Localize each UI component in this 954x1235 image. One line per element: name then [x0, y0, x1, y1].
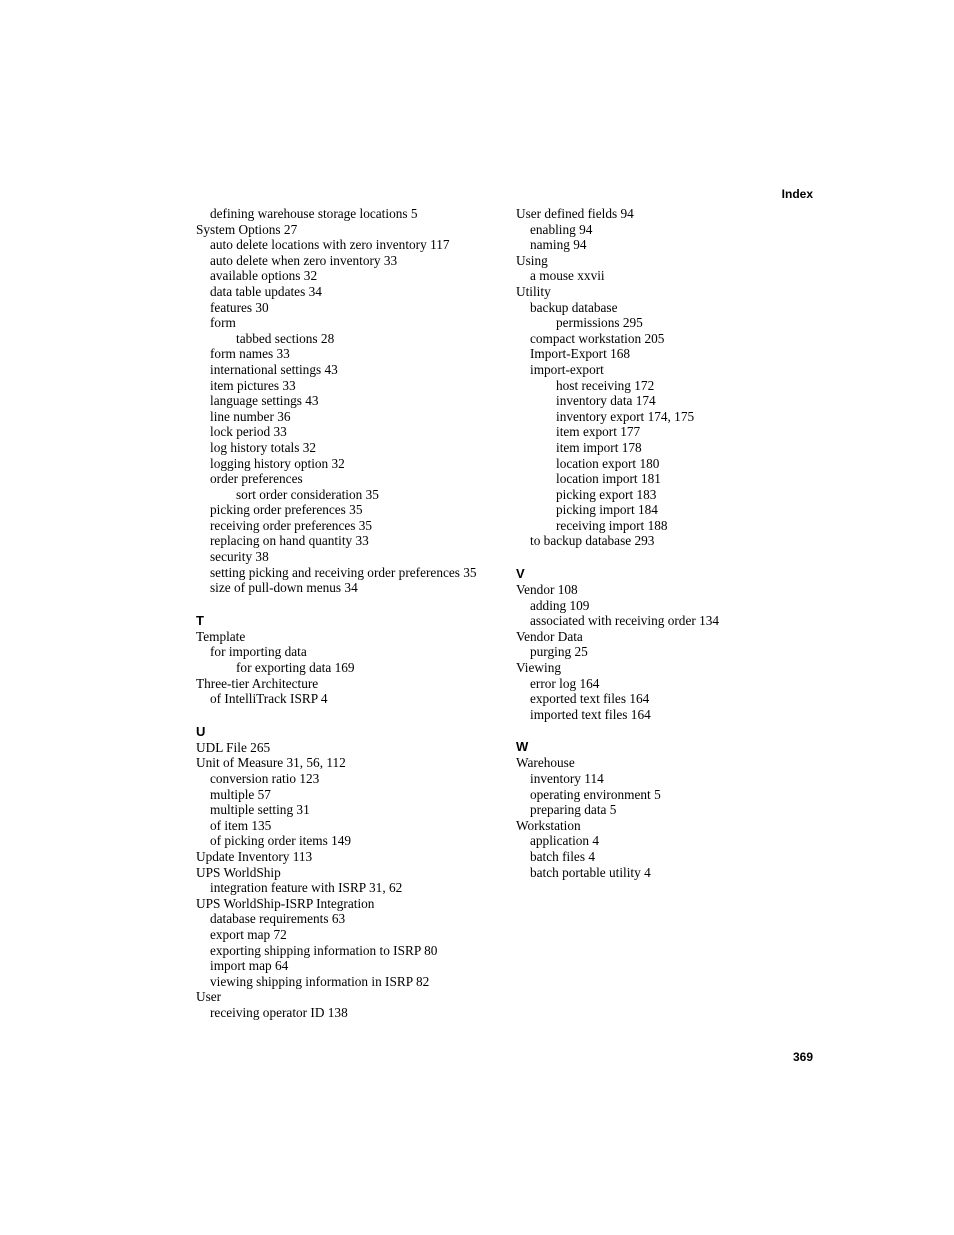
index-subentry: export map 72: [210, 926, 287, 942]
index-subentry: to backup database 293: [530, 533, 655, 549]
index-subentry: of item 135: [210, 817, 272, 833]
index-subentry: naming 94: [530, 237, 587, 253]
index-entry: System Options 27: [196, 221, 298, 237]
index-entry: User: [196, 989, 222, 1005]
index-entry: Utility: [516, 283, 551, 299]
index-entry: UPS WorldShip-ISRP Integration: [196, 895, 375, 911]
index-subentry: inventory data 174: [556, 393, 656, 409]
index-subentry: size of pull-down menus 34: [210, 580, 358, 596]
index-subentry: form names 33: [210, 346, 290, 362]
index-entry: UDL File 265: [196, 739, 271, 755]
index-subentry: preparing data 5: [530, 802, 617, 818]
index-subentry: viewing shipping information in ISRP 82: [210, 973, 430, 989]
index-subentry: setting picking and receiving order preferences 35: [210, 564, 477, 580]
index-subentry: enabling 94: [530, 221, 593, 237]
index-subentry: exported text files 164: [530, 691, 650, 707]
index-section-letter: U: [196, 723, 206, 739]
index-subentry: receiving order preferences 35: [210, 517, 373, 533]
index-subentry: purging 25: [530, 644, 588, 660]
index-subentry: line number 36: [210, 408, 291, 424]
index-entry: Using: [516, 252, 548, 268]
index-subentry: receiving import 188: [556, 517, 668, 533]
index-subentry: host receiving 172: [556, 377, 655, 393]
index-subentry: logging history option 32: [210, 455, 345, 471]
index-entry: Workstation: [516, 817, 581, 833]
index-subentry: defining warehouse storage locations 5: [210, 206, 418, 221]
index-subentry: sort order consideration 35: [236, 486, 379, 502]
index-subentry: item import 178: [556, 439, 642, 455]
index-subentry: application 4: [530, 833, 600, 849]
index-entry: Vendor 108: [516, 582, 578, 598]
index-subentry: backup database: [530, 299, 618, 315]
index-subentry: replacing on hand quantity 33: [210, 533, 369, 549]
index-subentry: multiple 57: [210, 786, 271, 802]
index-subentry: batch portable utility 4: [530, 864, 651, 880]
index-subentry: multiple setting 31: [210, 802, 310, 818]
index-entry: User defined fields 94: [516, 206, 634, 221]
index-subentry: imported text files 164: [530, 706, 651, 722]
index-subentry: log history totals 32: [210, 439, 317, 455]
index-subentry: receiving operator ID 138: [210, 1004, 348, 1020]
index-subentry: batch files 4: [530, 848, 595, 864]
index-column-right: [516, 206, 816, 880]
index-subentry: picking export 183: [556, 486, 657, 502]
index-subentry: item pictures 33: [210, 377, 296, 393]
index-subentry: location import 181: [556, 471, 661, 487]
index-subentry: of picking order items 149: [210, 833, 352, 849]
index-subentry: conversion ratio 123: [210, 771, 320, 786]
index-section-letter: W: [516, 739, 529, 755]
index-entry: Update Inventory 113: [196, 848, 313, 864]
index-entry: Unit of Measure 31, 56, 112: [196, 755, 346, 771]
index-subentry: of IntelliTrack ISRP 4: [210, 691, 328, 707]
index-column-left: [196, 206, 506, 1021]
index-subentry: language settings 43: [210, 393, 319, 409]
index-subentry: auto delete locations with zero inventory 117: [210, 237, 450, 253]
index-subentry: compact workstation 205: [530, 330, 665, 346]
index-subentry: available options 32: [210, 268, 318, 284]
index-subentry: inventory export 174, 175: [556, 408, 695, 424]
index-subentry: picking import 184: [556, 502, 658, 518]
index-subentry: lock period 33: [210, 424, 287, 440]
index-subentry: data table updates 34: [210, 283, 322, 299]
index-entry: UPS WorldShip: [196, 864, 281, 880]
index-subentry: exporting shipping information to ISRP 80: [210, 942, 438, 958]
index-entry: Template: [196, 628, 246, 644]
index-section-letter: T: [196, 612, 204, 628]
index-subentry: integration feature with ISRP 31, 62: [210, 880, 403, 896]
index-entry: Vendor Data: [516, 628, 583, 644]
index-subentry: form: [210, 315, 236, 331]
running-head: Index: [781, 187, 813, 201]
index-subentry: error log 164: [530, 675, 600, 691]
index-subentry: operating environment 5: [530, 786, 661, 802]
index-subentry: associated with receiving order 134: [530, 613, 720, 629]
index-section-letter: V: [516, 566, 525, 582]
index-subentry: database requirements 63: [210, 911, 346, 927]
page-number: 369: [792, 1050, 813, 1064]
index-subentry: permissions 295: [556, 315, 643, 331]
index-subentry: international settings 43: [210, 361, 338, 377]
index-subentry: security 38: [210, 549, 269, 565]
index-subentry: features 30: [210, 299, 269, 315]
index-subentry: item export 177: [556, 424, 641, 440]
index-subentry: adding 109: [530, 597, 590, 613]
index-subentry: auto delete when zero inventory 33: [210, 252, 398, 268]
index-subentry: for exporting data 169: [236, 660, 355, 676]
index-subentry: import map 64: [210, 958, 289, 974]
index-entry: Three-tier Architecture: [196, 675, 319, 691]
index-subentry: Import-Export 168: [530, 346, 631, 362]
index-subentry: picking order preferences 35: [210, 502, 363, 518]
index-entry: Viewing: [516, 660, 561, 676]
index-subentry: order preferences: [210, 471, 303, 487]
index-subentry: for importing data: [210, 644, 307, 660]
index-subentry: a mouse xxvii: [530, 268, 605, 284]
index-subentry: location export 180: [556, 455, 660, 471]
index-subentry: inventory 114: [530, 771, 604, 786]
index-subentry: tabbed sections 28: [236, 330, 335, 346]
index-subentry: import-export: [530, 361, 604, 377]
index-entry: Warehouse: [516, 755, 575, 771]
